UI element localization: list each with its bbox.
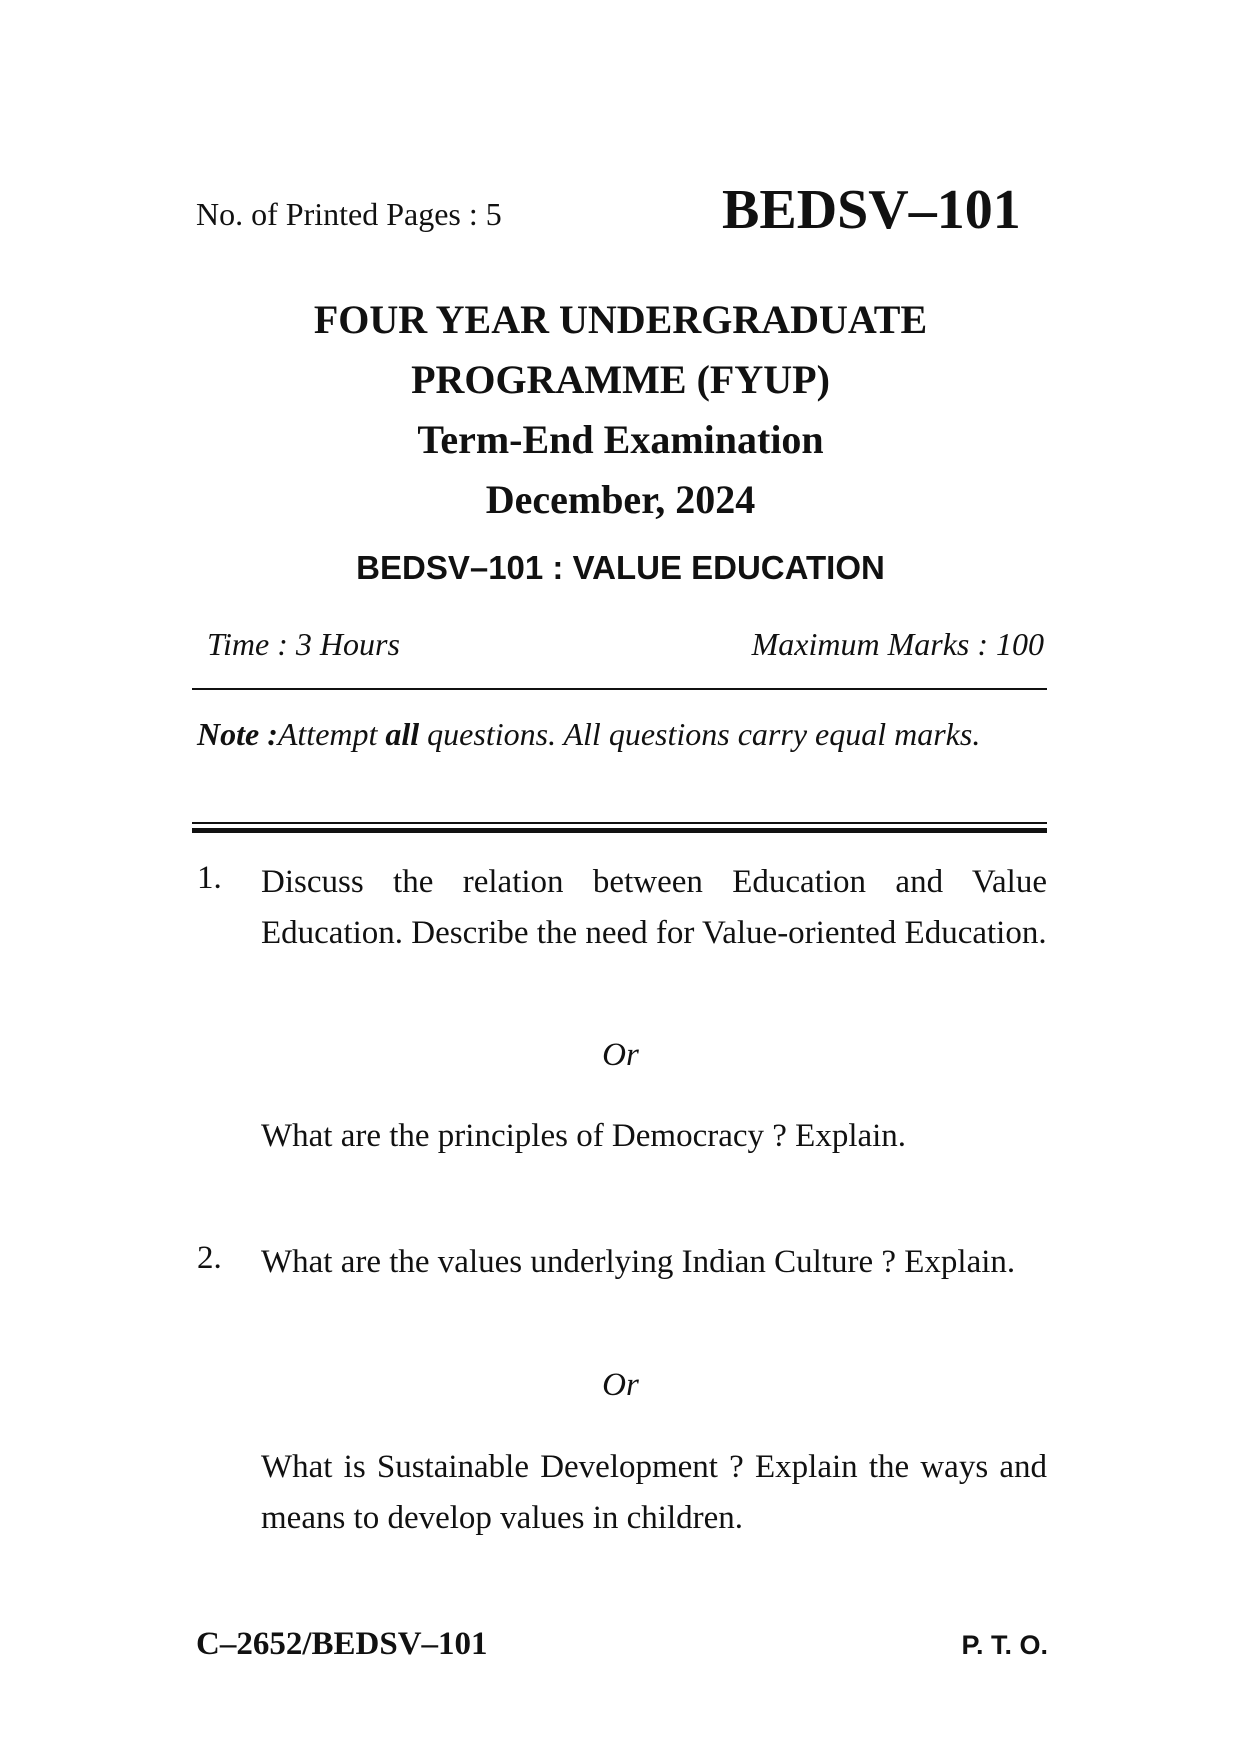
footer-code: C–2652/BEDSV–101	[196, 1626, 488, 1662]
title-line-3: Term-End Examination	[417, 417, 824, 462]
note	[197, 708, 1047, 760]
title-line-2: PROGRAMME (FYUP)	[411, 357, 830, 402]
question-1-text: Discuss the relation between Education and Value Education. Describe the need for Value-oriented Education.	[261, 864, 1047, 951]
question-2-text: What are the values underlying Indian Culture ? Explain.	[261, 1244, 1016, 1280]
question-1-alt-text: What are the principles of Democracy ? Explain.	[261, 1118, 907, 1154]
paper-code: BEDSV–101	[722, 179, 1021, 241]
note-label: Note :	[197, 716, 278, 752]
pto-label: P. T. O.	[961, 1630, 1048, 1660]
max-marks-label: Maximum Marks : 100	[751, 626, 1044, 662]
note-post: questions. All questions carry equal marks.	[419, 716, 981, 752]
question-2-alt-text: What is Sustainable Development ? Explain the ways and means to develop values in children.	[261, 1449, 1047, 1536]
title-line-4: December, 2024	[485, 477, 756, 522]
double-divider-thick	[192, 828, 1047, 833]
time-label: Time : 3 Hours	[207, 626, 400, 662]
question-1-or: Or	[602, 1037, 639, 1073]
title-line-1: FOUR YEAR UNDERGRADUATE	[313, 297, 928, 342]
note-pre: Attempt	[277, 716, 386, 752]
question-2-number: 2.	[197, 1240, 222, 1276]
note-bold: all	[385, 716, 420, 752]
subject-title: BEDSV–101 : VALUE EDUCATION	[356, 549, 885, 586]
question-2-or: Or	[602, 1367, 639, 1403]
printed-pages: No. of Printed Pages : 5	[196, 196, 502, 232]
question-1-number: 1.	[197, 860, 222, 896]
double-divider-thin	[192, 822, 1047, 824]
divider	[192, 688, 1047, 690]
